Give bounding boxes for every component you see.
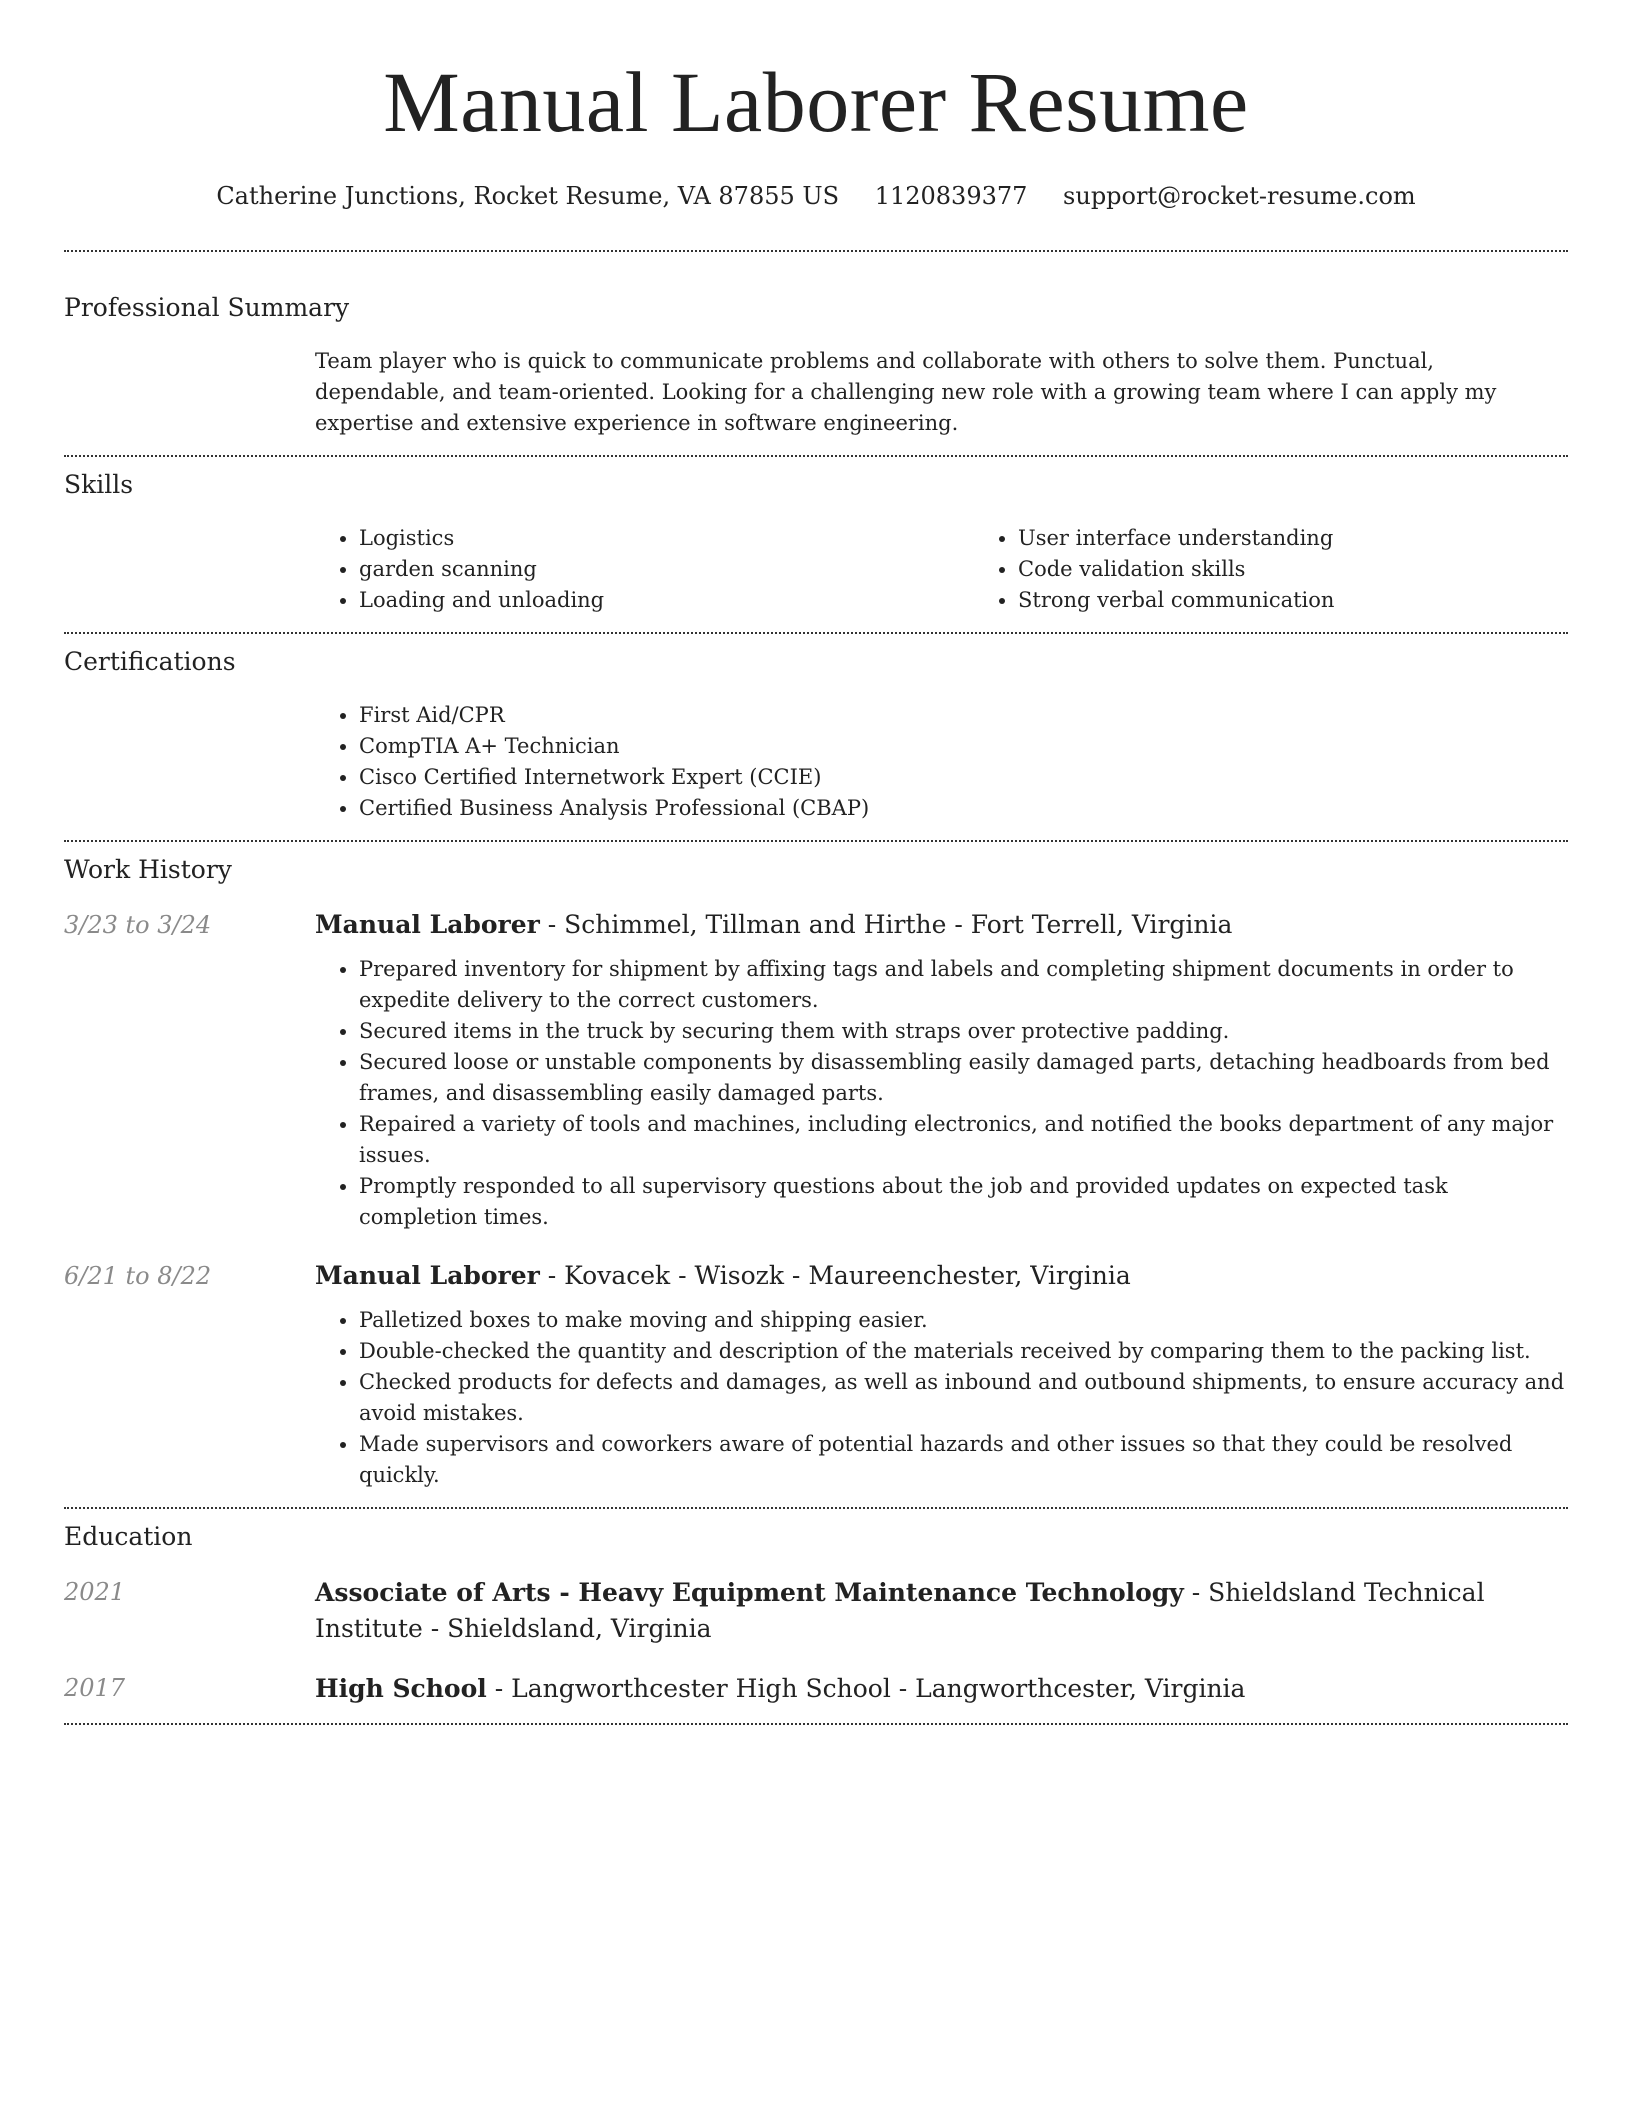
- job-role: Manual Laborer: [315, 1261, 540, 1290]
- contact-line: [64, 180, 1568, 212]
- job-bullet: • Checked products for defects and damages, as well as inbound and outbound shipments, to ensure accuracy and avoid mistakes.: [359, 1367, 1568, 1429]
- education-details: - Shieldsland Technical Institute - Shieldsland, Virginia: [315, 1578, 1485, 1643]
- skill-item: • User interface understanding: [1018, 523, 1632, 554]
- education-title: [315, 1671, 1568, 1707]
- skill-item: • Logistics: [359, 523, 974, 554]
- job-dates: 6/21 to 8/22: [64, 1262, 212, 1290]
- job-bullet: • Double-checked the quantity and description of the materials received by comparing them to the packing list.: [359, 1336, 1568, 1367]
- summary-text: Team player who is quick to communicate problems and collaborate with others to solve them. Punctual, dependable, and team-oriented. Looking for a challenging new role with a growing team where I can apply my expertise and extensive experience in software engineering.: [315, 349, 1497, 435]
- job-entry: [64, 1259, 1568, 1491]
- education-heading: Education: [64, 1522, 193, 1551]
- education-year: 2017: [64, 1674, 126, 1702]
- certification-item: • Certified Business Analysis Professional (CBAP): [359, 793, 1568, 824]
- skill-item: • Code validation skills: [1018, 554, 1632, 585]
- certification-item: • First Aid/CPR: [359, 700, 1568, 731]
- education-title: [315, 1575, 1568, 1647]
- job-title: [315, 1259, 1568, 1293]
- work-history-heading: Work History: [64, 855, 232, 884]
- job-entry: [64, 908, 1568, 1233]
- education-entry: [64, 1575, 1568, 1647]
- job-bullets: [315, 954, 1568, 1233]
- certification-item: • CompTIA A+ Technician: [359, 731, 1568, 762]
- job-bullet: • Palletized boxes to make moving and shipping easier.: [359, 1305, 1568, 1336]
- job-title: [315, 908, 1568, 942]
- contact-phone: 1120839377: [874, 182, 1028, 210]
- job-bullet: • Secured loose or unstable components by disassembling easily damaged parts, detaching headboards from bed frames, and disassembling easily damaged parts.: [359, 1047, 1568, 1109]
- job-details: - Schimmel, Tillman and Hirthe - Fort Terrell, Virginia: [539, 910, 1233, 939]
- job-bullet: • Prepared inventory for shipment by affixing tags and labels and completing shipment documents in order to expedite delivery to the correct customers.: [359, 954, 1568, 1016]
- skills-list-right: [974, 523, 1632, 616]
- skill-item: • Strong verbal communication: [1018, 585, 1632, 616]
- job-bullet: • Promptly responded to all supervisory questions about the job and provided updates on expected task completion times.: [359, 1171, 1568, 1233]
- summary-section: [64, 252, 1568, 455]
- certification-item: • Cisco Certified Internetwork Expert (CCIE): [359, 762, 1568, 793]
- education-entry: [64, 1671, 1568, 1707]
- certifications-list: [315, 700, 1568, 824]
- skills-list-left: [315, 523, 974, 616]
- job-bullets: [315, 1305, 1568, 1491]
- job-bullet: • Secured items in the truck by securing them with straps over protective padding.: [359, 1016, 1568, 1047]
- job-role: Manual Laborer: [315, 910, 540, 939]
- education-year: 2021: [64, 1578, 126, 1606]
- contact-address: Catherine Junctions, Rocket Resume, VA 87855 US: [216, 182, 840, 210]
- resume-title: Manual Laborer Resume: [383, 54, 1249, 150]
- section-divider: [64, 1723, 1568, 1725]
- education-section: [64, 1509, 1568, 1723]
- skill-item: • garden scanning: [359, 554, 974, 585]
- contact-email: support@rocket-resume.com: [1063, 182, 1416, 210]
- education-degree: Associate of Arts - Heavy Equipment Maintenance Technology: [315, 1578, 1184, 1607]
- job-bullet: • Made supervisors and coworkers aware of potential hazards and other issues so that they could be resolved quickly.: [359, 1429, 1568, 1491]
- job-dates: 3/23 to 3/24: [64, 911, 212, 939]
- resume-header: [64, 52, 1568, 212]
- certifications-heading: Certifications: [64, 647, 236, 676]
- job-bullet: • Repaired a variety of tools and machines, including electronics, and notified the books department of any major issues.: [359, 1109, 1568, 1171]
- skills-heading: Skills: [64, 470, 134, 499]
- summary-heading: Professional Summary: [64, 293, 350, 322]
- job-details: - Kovacek - Wisozk - Maureenchester, Virginia: [539, 1261, 1131, 1290]
- work-history-section: [64, 842, 1568, 1507]
- skills-section: [64, 457, 1568, 632]
- skill-item: • Loading and unloading: [359, 585, 974, 616]
- education-details: - Langworthcester High School - Langworthcester, Virginia: [486, 1674, 1246, 1703]
- certifications-section: [64, 634, 1568, 840]
- education-degree: High School: [315, 1674, 487, 1703]
